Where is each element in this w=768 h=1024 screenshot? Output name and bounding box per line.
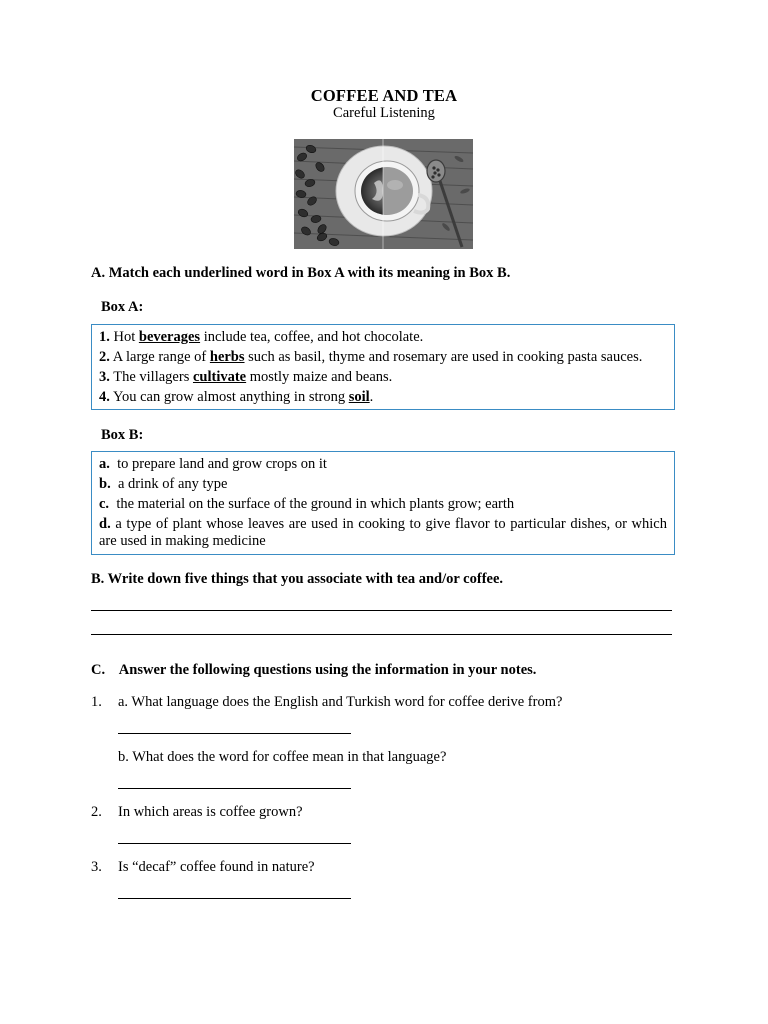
- question-3-text: Is “decaf” coffee found in nature?: [118, 859, 315, 875]
- underlined-word: soil: [348, 389, 370, 405]
- question-1b-text: b. What does the word for coffee mean in that language?: [118, 749, 447, 765]
- underlined-word: beverages: [138, 329, 201, 345]
- answer-line: [91, 634, 672, 635]
- section-b-heading: B. Write down five things that you associate with tea and/or coffee.: [91, 571, 504, 587]
- coffee-and-tea-cup-photo: [294, 139, 473, 249]
- box-a-item: 2. A large range of herbs such as basil, thyme and rosemary are used in cooking pasta sauces.: [99, 349, 643, 365]
- answer-line: [118, 788, 351, 789]
- box-b-item: c. the material on the surface of the ground in which plants grow; earth: [99, 496, 515, 512]
- box-b-item: d. a type of plant whose leaves are used in cooking to give flavor to particular dishes, or which are used in making medicine: [99, 516, 667, 549]
- box-a-item: 4. You can grow almost anything in strong soil.: [99, 389, 374, 405]
- box-a-label: Box A:: [101, 299, 144, 315]
- box-b: [91, 451, 675, 555]
- question-2-text: In which areas is coffee grown?: [118, 804, 303, 820]
- section-c-heading: C. Answer the following questions using the information in your notes.: [91, 662, 537, 678]
- box-b-item: a. to prepare land and grow crops on it: [99, 456, 327, 472]
- box-b-label: Box B:: [101, 427, 144, 443]
- answer-line: [118, 733, 351, 734]
- box-a-item: 1. Hot beverages include tea, coffee, and hot chocolate.: [99, 329, 424, 345]
- answer-line: [91, 610, 672, 611]
- page-title: COFFEE AND TEA: [310, 86, 458, 105]
- question-number: 3.: [91, 859, 102, 875]
- page-subtitle: Careful Listening: [333, 105, 435, 121]
- box-a-item: 3. The villagers cultivate mostly maize and beans.: [99, 369, 393, 385]
- question-number: 1.: [91, 694, 102, 710]
- underlined-word: cultivate: [192, 369, 247, 385]
- question-1a-text: a. What language does the English and Turkish word for coffee derive from?: [118, 694, 563, 710]
- answer-line: [118, 898, 351, 899]
- box-b-item: b. a drink of any type: [99, 476, 228, 492]
- answer-line: [118, 843, 351, 844]
- question-number: 2.: [91, 804, 102, 820]
- section-a-heading: A. Match each underlined word in Box A with its meaning in Box B.: [91, 265, 511, 281]
- underlined-word: herbs: [209, 349, 245, 365]
- box-a: [91, 324, 675, 410]
